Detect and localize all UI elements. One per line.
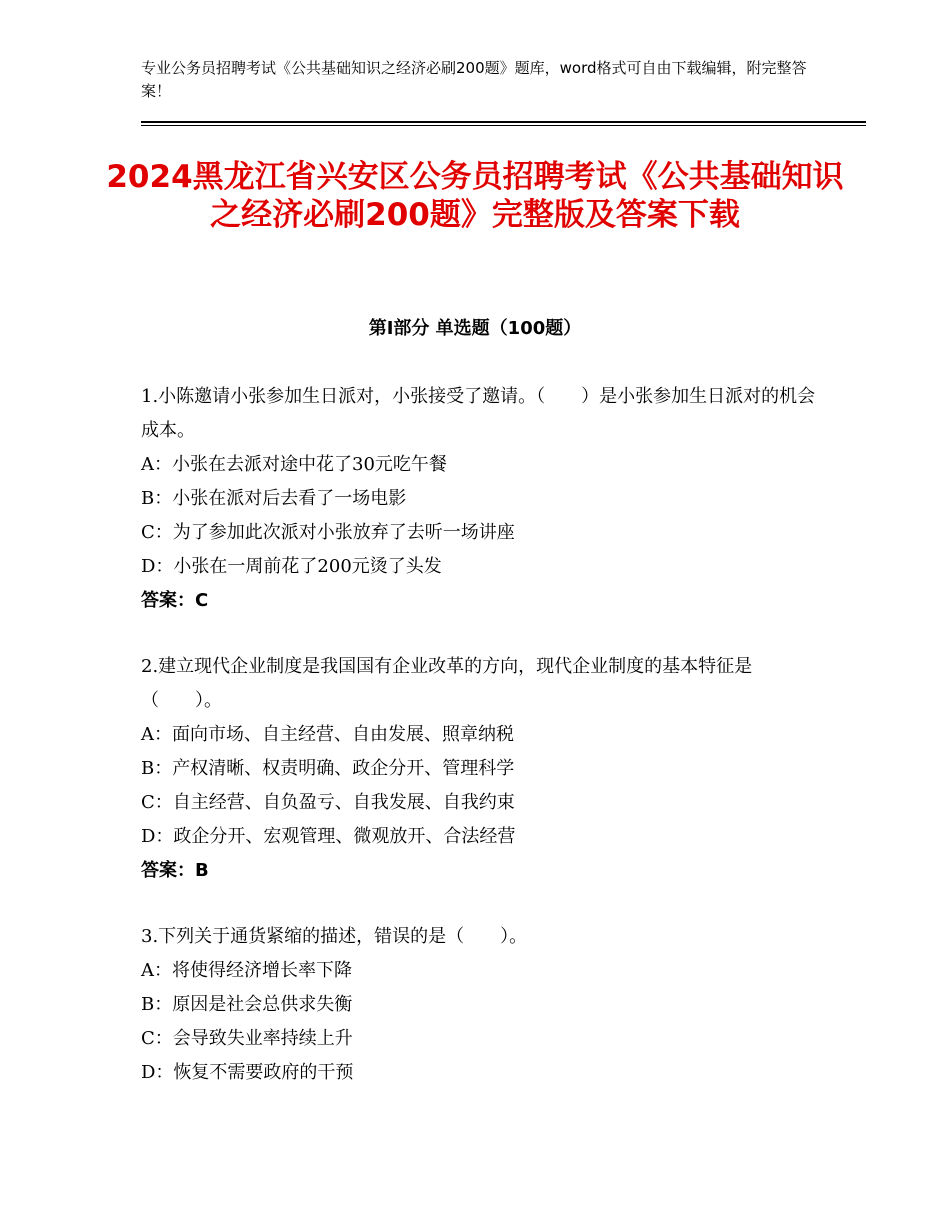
header-rule-thin (141, 125, 866, 126)
answer: 答案：B (141, 860, 209, 881)
option-a: A：面向市场、自主经营、自由发展、照章纳税 (141, 724, 514, 745)
question-stem: 1.小陈邀请小张参加生日派对，小张接受了邀请。（ ）是小张参加生日派对的机会成本。 (141, 386, 816, 441)
document-title: 2024黑龙江省兴安区公务员招聘考试《公共基础知识之经济必刷200题》完整版及答案下载 (106, 159, 844, 233)
question-stem: 2.建立现代企业制度是我国国有企业改革的方向，现代企业制度的基本特征是（ ）。 (141, 656, 753, 711)
option-d: D：恢复不需要政府的干预 (141, 1062, 354, 1083)
answer: 答案：C (141, 590, 209, 611)
option-b: B：原因是社会总供求失衡 (141, 994, 353, 1015)
question-2 (141, 650, 821, 888)
header-note: 专业公务员招聘考试《公共基础知识之经济必刷200题》题库，word格式可自由下载编辑，附完整答案！ (141, 59, 807, 100)
option-d: D：小张在一周前花了200元烫了头发 (141, 556, 442, 577)
question-stem: 3.下列关于通货紧缩的描述，错误的是（ ）。 (141, 926, 528, 947)
question-1 (141, 380, 821, 618)
option-c: C：会导致失业率持续上升 (141, 1028, 353, 1049)
option-c: C：自主经营、自负盈亏、自我发展、自我约束 (141, 792, 515, 813)
question-list (141, 380, 821, 1122)
question-3 (141, 920, 821, 1090)
option-a: A：将使得经济增长率下降 (141, 960, 352, 981)
header-rule-thick (141, 121, 866, 123)
option-b: B：产权清晰、权责明确、政企分开、管理科学 (141, 758, 515, 779)
option-a: A：小张在去派对途中花了30元吃午餐 (141, 454, 447, 475)
option-d: D：政企分开、宏观管理、微观放开、合法经营 (141, 826, 516, 847)
option-c: C：为了参加此次派对小张放弃了去听一场讲座 (141, 522, 515, 543)
option-b: B：小张在派对后去看了一场电影 (141, 488, 407, 509)
section-title: 第Ⅰ部分 单选题（100题） (368, 318, 582, 339)
